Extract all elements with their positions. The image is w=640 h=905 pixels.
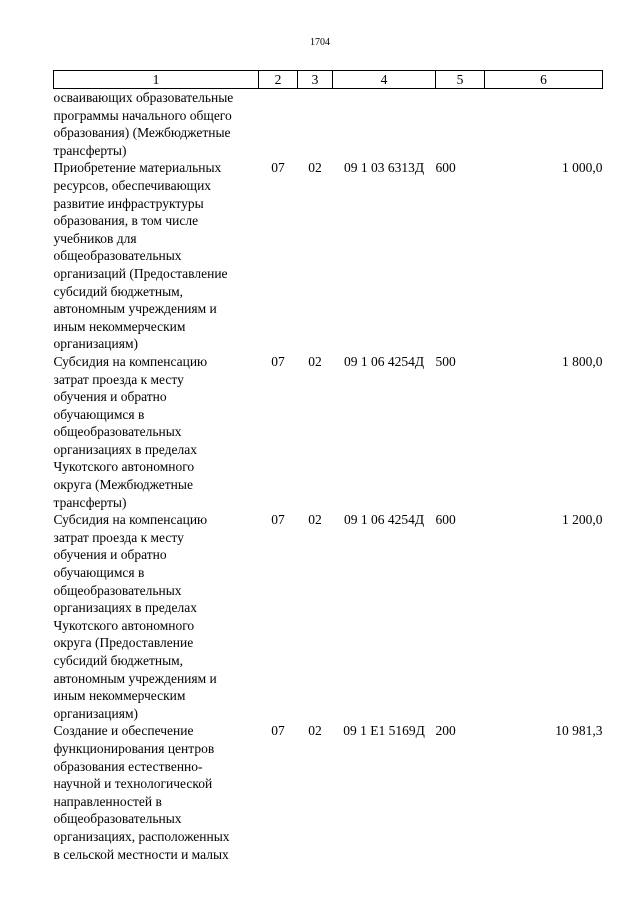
name-line: субсидий бюджетным, bbox=[53, 283, 184, 299]
name-line: научной и технологической bbox=[53, 776, 213, 792]
budget-table bbox=[53, 70, 603, 863]
page-number: 1704 bbox=[310, 37, 330, 48]
table-body bbox=[54, 89, 603, 864]
table-row bbox=[54, 722, 603, 863]
expense-type-code: 200 bbox=[435, 723, 456, 739]
header-col-6: 6 bbox=[485, 71, 603, 89]
subsection-code: 02 bbox=[308, 723, 322, 739]
amount: 1 000,0 bbox=[562, 160, 603, 176]
name-line: Создание и обеспечение bbox=[53, 723, 194, 739]
row-name bbox=[54, 511, 259, 722]
name-line: автономным учреждениям и bbox=[53, 301, 217, 317]
name-line: организациях в пределах bbox=[53, 600, 197, 616]
section-code: 07 bbox=[271, 723, 285, 739]
header-col-1: 1 bbox=[54, 71, 259, 89]
name-line: трансферты) bbox=[53, 494, 127, 510]
target-code: 09 1 E1 5169Д bbox=[343, 723, 425, 739]
name-line: организациям) bbox=[53, 705, 139, 721]
name-line: общеобразовательных bbox=[53, 811, 182, 827]
header-row bbox=[54, 71, 603, 89]
name-line: округа (Межбюджетные bbox=[53, 477, 193, 493]
name-line: иным некоммерческим bbox=[53, 688, 186, 704]
subsection-code: 02 bbox=[308, 512, 322, 528]
table-header bbox=[54, 71, 603, 89]
name-line: функционирования центров bbox=[53, 740, 215, 756]
name-line: Субсидия на компенсацию bbox=[53, 512, 208, 528]
name-line: образования естественно- bbox=[53, 758, 203, 774]
name-line: автономным учреждениям и bbox=[53, 670, 217, 686]
name-line: затрат проезда к месту bbox=[53, 529, 184, 545]
name-line: развитие инфраструктуры bbox=[53, 195, 204, 211]
row-name bbox=[54, 159, 259, 353]
name-line: в сельской местности и малых bbox=[53, 846, 229, 862]
name-line: образования, в том числе bbox=[53, 213, 199, 229]
name-line: образования) (Межбюджетные bbox=[53, 125, 231, 141]
name-line: обучения и обратно bbox=[53, 389, 167, 405]
expense-type-code: 600 bbox=[435, 160, 456, 176]
name-line: округа (Предоставление bbox=[53, 635, 194, 651]
subsection-code: 02 bbox=[308, 160, 322, 176]
name-line: общеобразовательных bbox=[53, 582, 182, 598]
row-name bbox=[54, 722, 259, 863]
target-code: 09 1 03 6313Д bbox=[343, 160, 425, 176]
section-code: 07 bbox=[271, 160, 285, 176]
table-row bbox=[54, 353, 603, 511]
name-line: организациях, расположенных bbox=[53, 828, 230, 844]
name-line: общеобразовательных bbox=[53, 248, 182, 264]
name-line: обучения и обратно bbox=[53, 547, 167, 563]
section-code: 07 bbox=[271, 353, 285, 369]
name-line: обучающимся в bbox=[53, 565, 145, 581]
section-code: 07 bbox=[271, 512, 285, 528]
name-line: осваивающих образовательные bbox=[53, 90, 234, 105]
table-row bbox=[54, 511, 603, 722]
name-line: организаций (Предоставление bbox=[53, 265, 228, 281]
amount: 10 981,3 bbox=[555, 723, 603, 739]
name-line: общеобразовательных bbox=[53, 424, 182, 440]
target-code: 09 1 06 4254Д bbox=[343, 512, 425, 528]
table-row bbox=[54, 159, 603, 353]
row-name bbox=[54, 89, 259, 160]
expense-type-code: 500 bbox=[435, 353, 456, 369]
name-line: затрат проезда к месту bbox=[53, 371, 184, 387]
amount: 1 800,0 bbox=[562, 353, 603, 369]
name-line: иным некоммерческим bbox=[53, 318, 186, 334]
name-line: направленностей в bbox=[53, 793, 162, 809]
name-line: Чукотского автономного bbox=[53, 459, 195, 475]
name-line: учебников для bbox=[53, 230, 137, 246]
name-line: трансферты) bbox=[53, 142, 127, 158]
name-line: программы начального общего bbox=[53, 107, 232, 123]
expense-type-code: 600 bbox=[435, 512, 456, 528]
name-line: ресурсов, обеспечивающих bbox=[53, 177, 212, 193]
target-code: 09 1 06 4254Д bbox=[343, 353, 425, 369]
header-col-5: 5 bbox=[436, 71, 485, 89]
header-col-2: 2 bbox=[259, 71, 298, 89]
row-name bbox=[54, 353, 259, 511]
amount: 1 200,0 bbox=[562, 512, 603, 528]
name-line: субсидий бюджетным, bbox=[53, 653, 184, 668]
name-line: организациях в пределах bbox=[53, 441, 197, 457]
name-line: Чукотского автономного bbox=[53, 617, 195, 633]
header-col-4: 4 bbox=[333, 71, 436, 89]
name-line: Субсидия на компенсацию bbox=[53, 353, 208, 369]
name-line: Приобретение материальных bbox=[53, 160, 222, 176]
name-line: организациям) bbox=[53, 336, 139, 352]
table-row-continuation bbox=[54, 89, 603, 160]
header-col-3: 3 bbox=[298, 71, 333, 89]
name-line: обучающимся в bbox=[53, 406, 145, 422]
subsection-code: 02 bbox=[308, 353, 322, 369]
